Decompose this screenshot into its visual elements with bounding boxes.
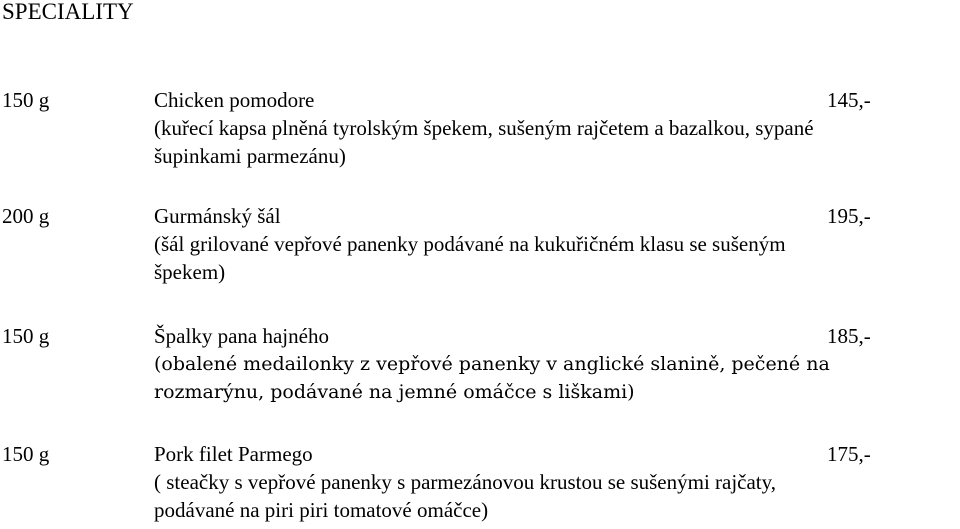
page-title: SPECIALITY: [2, 0, 134, 24]
item-weight: 150 g: [2, 442, 50, 466]
item-description-line: (obalené medailonky z vepřové panenky v anglické slanině, pečené na: [154, 353, 830, 375]
item-description: [154, 114, 814, 170]
item-name: Chicken pomodore: [154, 88, 315, 112]
item-price: 185,-: [827, 324, 871, 348]
item-description: [154, 230, 786, 286]
item-price: 175,-: [827, 442, 871, 466]
item-description-line: ( steačky s vepřové panenky s parmezánovou krustou se sušenými rajčaty,: [154, 470, 777, 494]
item-weight: 200 g: [2, 204, 50, 228]
item-description-line: (šál grilované vepřové panenky podávané na kukuřičném klasu se sušeným: [154, 232, 786, 256]
item-weight: 150 g: [2, 324, 50, 348]
item-name: Pork filet Parmego: [154, 442, 313, 466]
item-description-line: rozmarýnu, podávané na jemné omáčce s liškami): [154, 381, 635, 403]
item-weight: 150 g: [2, 88, 50, 112]
item-description-line: podávané na piri piri tomatové omáčce): [154, 498, 489, 522]
item-description: [154, 468, 776, 524]
item-price: 195,-: [827, 204, 871, 228]
item-name: Gurmánský šál: [154, 204, 281, 228]
item-description: [154, 350, 830, 406]
item-description-line: šupinkami parmezánu): [154, 144, 346, 168]
item-price: 145,-: [827, 88, 871, 112]
item-name: Špalky pana hajného: [154, 324, 329, 348]
item-description-line: (kuřecí kapsa plněná tyrolským špekem, sušeným rajčetem a bazalkou, sypané: [154, 116, 814, 140]
item-description-line: špekem): [154, 260, 226, 284]
